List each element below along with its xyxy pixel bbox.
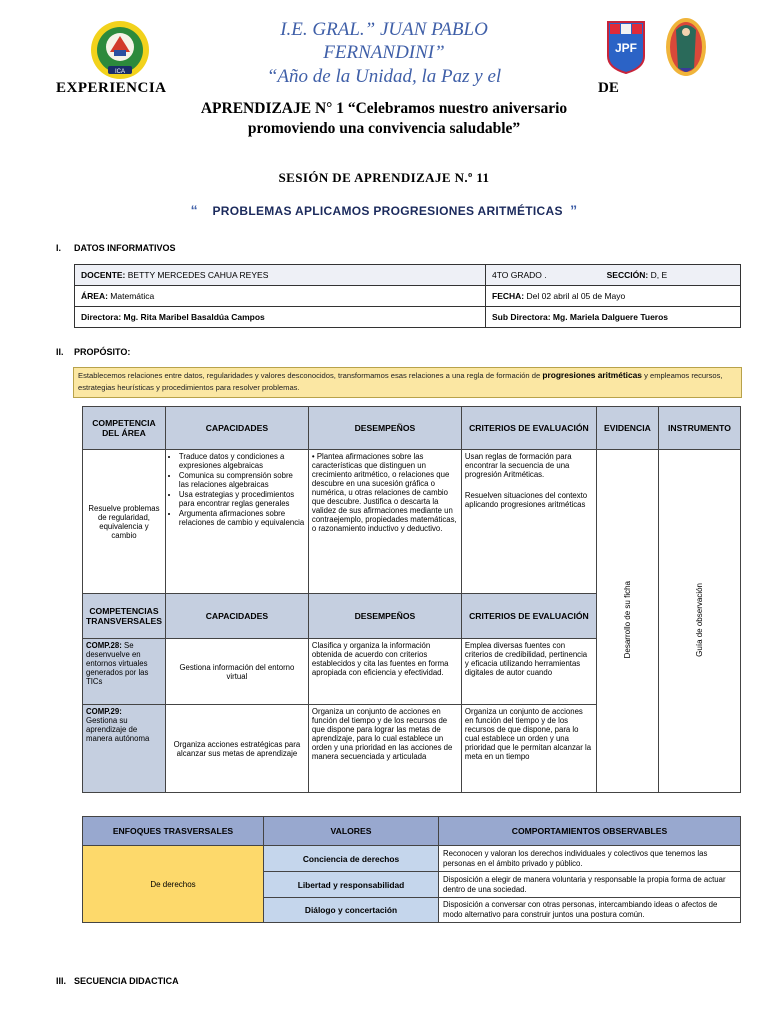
col-desempenos: DESEMPEÑOS bbox=[308, 407, 461, 450]
experiencia-de-label: DE bbox=[598, 80, 619, 96]
grado-value: 4TO GRADO . bbox=[492, 270, 547, 280]
docente-cell bbox=[75, 265, 486, 286]
col-instrumento: INSTRUMENTO bbox=[658, 407, 740, 450]
capacidad-item: • Traduce datos y condiciones a expresiones algebraicas bbox=[179, 452, 305, 470]
comp29-capacidad: Organiza acciones estratégicas para alcanzar sus metas de aprendizaje bbox=[165, 705, 308, 793]
docente-label: DOCENTE: bbox=[81, 270, 126, 280]
school-name-line1: I.E. GRAL.” JUAN PABLO bbox=[280, 19, 488, 40]
seccion-label: SECCIÓN: bbox=[606, 270, 649, 280]
capacidad-item: • Argumenta afirmaciones sobre relaciones de cambio y equivalencia bbox=[179, 509, 305, 527]
info-row-directivos bbox=[75, 307, 741, 328]
school-name bbox=[0, 18, 768, 64]
quote-close: ” bbox=[570, 202, 578, 218]
comp28-criterio: Emplea diversas fuentes con criterios de credibilidad, pertinencia y eficacia utilizando herramientas digitales de autor cuando bbox=[461, 639, 596, 705]
evidencia-cell bbox=[596, 450, 658, 793]
proposito-bold: progresiones aritméticas bbox=[542, 370, 642, 380]
section-number: II. bbox=[56, 347, 64, 357]
section-title: SECUENCIA DIDACTICA bbox=[74, 976, 179, 986]
enfoques-header-row bbox=[83, 817, 741, 846]
section-heading-proposito bbox=[56, 347, 130, 357]
comp28-code: COMP.28: bbox=[86, 641, 122, 650]
col-criterios-2: CRITERIOS DE EVALUACIÓN bbox=[461, 594, 596, 639]
col-comportamientos: COMPORTAMIENTOS OBSERVABLES bbox=[439, 817, 741, 846]
col-evidencia: EVIDENCIA bbox=[596, 407, 658, 450]
experiencia-title bbox=[0, 99, 768, 139]
section-number: III. bbox=[56, 976, 67, 986]
area-value: Matemática bbox=[110, 291, 155, 301]
col-enfoques: ENFOQUES TRASVERSALES bbox=[83, 817, 264, 846]
comp29-cell bbox=[83, 705, 166, 793]
instrumento-text: Guía de observación bbox=[694, 583, 704, 657]
area-competencia-cell: Resuelve problemas de regularidad, equivalencia y cambio bbox=[83, 450, 166, 594]
experiencia-label: EXPERIENCIA bbox=[56, 80, 167, 96]
proposito-box bbox=[73, 367, 742, 398]
instrumento-cell bbox=[658, 450, 740, 793]
comportamiento-cell: Disposición a elegir de manera voluntaria y responsable la propia forma de actuar dentro de una sociedad. bbox=[439, 872, 741, 898]
proposito-text-a: Establecemos relaciones entre datos, regularidades y valores desconocidos, transformamos esas relaciones a una regla de formación de bbox=[78, 371, 541, 380]
docente-value: BETTY MERCEDES CAHUA REYES bbox=[127, 270, 269, 280]
session-subtitle bbox=[0, 202, 768, 218]
criterios-cell bbox=[461, 450, 596, 594]
comp29-text: Gestiona su aprendizaje de manera autónoma bbox=[86, 716, 150, 743]
col-capacidades-2: CAPACIDADES bbox=[165, 594, 308, 639]
comp-area-row bbox=[83, 450, 741, 594]
info-row-docente bbox=[75, 265, 741, 286]
capacidades-cell bbox=[165, 450, 308, 594]
competencias-table bbox=[82, 406, 741, 793]
enfoque-cell: De derechos bbox=[83, 846, 264, 923]
enfoque-row bbox=[83, 846, 741, 872]
bullet: • bbox=[311, 452, 317, 461]
session-subtitle-text: PROBLEMAS APLICAMOS PROGRESIONES ARITMÉTICAS bbox=[212, 204, 563, 218]
quote-open: “ bbox=[190, 202, 198, 218]
capacidad-item: • Usa estrategias y procedimientos para encontrar reglas generales bbox=[179, 490, 305, 508]
comp28-desempeno: Clasifica y organiza la información obtenida de acuerdo con criterios establecidos y cita las fuentes en forma apropiada con eficiencia y efectividad. bbox=[308, 639, 461, 705]
school-name-line2: FERNANDINI” bbox=[323, 42, 445, 63]
section-heading-datos bbox=[56, 243, 176, 253]
valor-cell: Conciencia de derechos bbox=[264, 846, 439, 872]
valor-cell: Libertad y responsabilidad bbox=[264, 872, 439, 898]
comp29-desempeno: Organiza un conjunto de acciones en función del tiempo y de los recursos de que dispone para lograr las metas de aprendizaje, para lo cual establece un orden y una prioridad en las acciones de manera secuenciada y articulada bbox=[308, 705, 461, 793]
evidencia-text: Desarrollo de su ficha bbox=[622, 581, 632, 659]
seccion-value: D, E bbox=[650, 270, 668, 280]
crest-label: ICA bbox=[114, 69, 126, 75]
section-heading-secuencia bbox=[56, 976, 179, 986]
col-capacidades: CAPACIDADES bbox=[165, 407, 308, 450]
fecha-label: FECHA: bbox=[492, 291, 525, 301]
section-title: DATOS INFORMATIVOS bbox=[74, 243, 176, 253]
comp29-code: COMP.29: bbox=[86, 707, 122, 716]
comportamiento-cell: Reconocen y valoran los derechos individuales y colectivos que tenemos las personas en el ámbito privado y público. bbox=[439, 846, 741, 872]
desempenos-cell bbox=[308, 450, 461, 594]
year-motto: “Año de la Unidad, la Paz y el bbox=[266, 66, 502, 87]
col-competencia-area: COMPETENCIA DEL ÁREA bbox=[83, 407, 166, 450]
col-valores: VALORES bbox=[264, 817, 439, 846]
section-number: I. bbox=[56, 243, 62, 253]
comportamiento-cell: Disposición a conversar con otras personas, intercambiando ideas o afectos de modo alternativo para construir juntos una postura común. bbox=[439, 898, 741, 923]
info-row-area bbox=[75, 286, 741, 307]
fecha-cell bbox=[486, 286, 741, 307]
col-criterios: CRITERIOS DE EVALUACIÓN bbox=[461, 407, 596, 450]
jpf-label: JPF bbox=[614, 41, 638, 55]
fecha-value: Del 02 abril al 05 de Mayo bbox=[526, 291, 626, 301]
enfoques-table bbox=[82, 816, 741, 923]
grado-cell bbox=[486, 265, 741, 286]
criterio-2: Resuelven situaciones del contexto aplicando progresiones aritméticas bbox=[464, 491, 588, 509]
experiencia-title-line1: APRENDIZAJE N° 1 “Celebramos nuestro aniversario bbox=[200, 100, 568, 117]
desempenos-text: Plantea afirmaciones sobre las características que distinguen un crecimiento aritmético, o relaciones que descubre en una sucesión gráfica o numérica, u otras relaciones de cambio que descubre. Justifica o descarta la validez de sus afirmaciones mediante un contraejemplo, propiedades matemáticas, o razonamiento inductivo y deductivo. bbox=[311, 452, 457, 533]
comp28-text: Se desenvuelve en entornos virtuales generados por las TICs bbox=[86, 641, 149, 686]
proposito-text-b: y empleamos recursos, estrategias heurísticas y procedimientos para resolver problemas. bbox=[78, 371, 723, 392]
comp-header-row bbox=[83, 407, 741, 450]
comp28-capacidad: Gestiona información del entorno virtual bbox=[165, 639, 308, 705]
subdirectora-cell: Sub Directora: Mg. Mariela Dalguere Tueros bbox=[486, 307, 741, 328]
comp29-criterio: Organiza un conjunto de acciones en función del tiempo y de los recursos de que dispone, para lo cual establece un orden y una prioridad que le permitan alcanzar la meta en un tiempo bbox=[461, 705, 596, 793]
col-desempenos-2: DESEMPEÑOS bbox=[308, 594, 461, 639]
valor-cell: Diálogo y concertación bbox=[264, 898, 439, 923]
session-title: SESIÓN DE APRENDIZAJE N.º 11 bbox=[278, 170, 490, 185]
comp28-cell bbox=[83, 639, 166, 705]
directora-cell: Directora: Mg. Rita Maribel Basaldúa Campos bbox=[75, 307, 486, 328]
capacidad-item: • Comunica su comprensión sobre las relaciones algebraicas bbox=[179, 471, 305, 489]
section-title: PROPÓSITO: bbox=[74, 347, 131, 357]
col-competencias-transversales: COMPETENCIAS TRANSVERSALES bbox=[83, 594, 166, 639]
area-cell bbox=[75, 286, 486, 307]
datos-informativos-table bbox=[74, 264, 741, 328]
capacidades-list bbox=[169, 452, 305, 527]
area-label: ÁREA: bbox=[81, 291, 108, 301]
experiencia-title-line2: promoviendo una convivencia saludable” bbox=[247, 120, 521, 137]
criterio-1: Usan reglas de formación para encontrar la secuencia de una progresión Aritméticas. bbox=[464, 452, 572, 479]
